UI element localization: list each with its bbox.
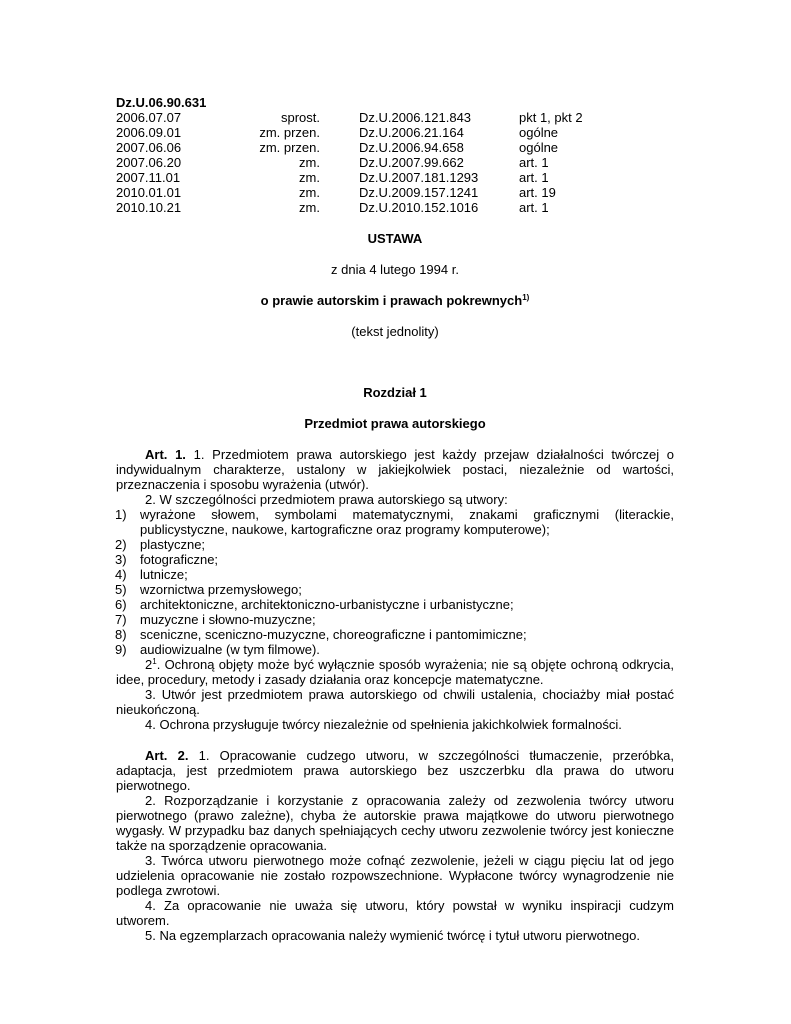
- art1-list: [116, 507, 674, 657]
- amendment-row: [116, 200, 619, 215]
- list-item-number: 1): [115, 507, 127, 522]
- chapter-title: Przedmiot prawa autorskiego: [304, 416, 486, 431]
- list-item-text: lutnicze;: [140, 567, 188, 582]
- amendment-date: 2007.06.20: [116, 155, 182, 170]
- list-item: [116, 552, 674, 567]
- list-item: [116, 642, 674, 657]
- art1-paragraph-2-1: [116, 657, 674, 687]
- amendment-scope: ogólne: [519, 140, 559, 155]
- amendment-ref: Dz.U.2010.152.1016: [359, 200, 479, 215]
- art2-p1-text: 1. Opracowanie cudzego utworu, w szczególności tłumaczenie, przeróbka, adaptacja, jest przedmiotem prawa autorskiego bez uszczerbku dla prawa do utworu pierwotnego.: [116, 748, 674, 793]
- act-subject-text: o prawie autorskim i prawach pokrewnych: [260, 293, 523, 308]
- list-item-text: architektoniczne, architektoniczno-urbanistyczne i urbanistyczne;: [140, 597, 514, 612]
- art1-p1-text: 1. Przedmiotem prawa autorskiego jest każdy przejaw działalności twórczej o indywidualnym charakterze, ustalony w jakiejkolwiek postaci, niezależnie od wartości, przeznaczenia i sposobu wyrażenia (utwór).: [116, 447, 675, 492]
- amendment-date: 2010.10.21: [116, 200, 182, 215]
- list-item-text: wyrażone słowem, symbolami matematycznymi, znakami graficznymi (literackie, publicystyczne, naukowe, kartograficzne oraz programy komputerowe);: [140, 507, 674, 537]
- art2-paragraph-2: 2. Rozporządzanie i korzystanie z opracowania zależy od zezwolenia twórcy utworu pierwotnego (prawo zależne), chyba że autorskie prawa majątkowe do utworu pierwotnego wygasły. W przypadku baz danych spełniających cechy utworu zezwolenie twórcy jest konieczne także na sporządzenie opracowania.: [116, 793, 674, 853]
- amendment-ref: Dz.U.2007.181.1293: [359, 170, 479, 185]
- act-type-heading: USTAWA: [367, 231, 423, 246]
- amendment-ref: Dz.U.2009.157.1241: [359, 185, 479, 200]
- art1-p2-1-sup: 1: [152, 657, 157, 666]
- list-item-text: wzornictwa przemysłowego;: [140, 582, 302, 597]
- amendments-table: [116, 110, 619, 215]
- list-item-number: 8): [115, 627, 127, 642]
- list-item-number: 3): [115, 552, 127, 567]
- list-item-number: 2): [115, 537, 127, 552]
- art2-label: Art. 2.: [145, 748, 189, 763]
- art1-paragraph-1: [116, 447, 674, 492]
- amendment-row: [116, 110, 619, 125]
- list-item-text: plastyczne;: [140, 537, 206, 552]
- art2-paragraph-1: [116, 748, 674, 793]
- amendment-scope: pkt 1, pkt 2: [519, 110, 583, 125]
- amendment-scope: art. 1: [519, 170, 549, 185]
- amendment-ref: Dz.U.2006.94.658: [359, 140, 464, 155]
- document-page: [116, 95, 674, 943]
- list-item: [116, 627, 674, 642]
- amendment-type: zm.: [299, 200, 320, 215]
- amendment-type: sprost.: [280, 110, 320, 125]
- list-item-number: 5): [115, 582, 127, 597]
- list-item: [116, 507, 674, 537]
- list-item: [116, 537, 674, 552]
- list-item-text: sceniczne, sceniczno-muzyczne, choreograficzne i pantomimiczne;: [140, 627, 527, 642]
- amendment-type: zm. przen.: [259, 140, 320, 155]
- amendment-scope: art. 1: [519, 155, 549, 170]
- art1-p2-1-num: 2: [145, 657, 153, 672]
- amendment-scope: ogólne: [519, 125, 559, 140]
- act-date: z dnia 4 lutego 1994 r.: [331, 262, 459, 277]
- list-item-number: 9): [115, 642, 127, 657]
- amendment-ref: Dz.U.2006.21.164: [359, 125, 464, 140]
- list-item-text: audiowizualne (w tym filmowe).: [140, 642, 320, 657]
- list-item-number: 6): [115, 597, 127, 612]
- amendment-scope: art. 19: [519, 185, 556, 200]
- list-item: [116, 567, 674, 582]
- document-id: Dz.U.06.90.631: [116, 95, 207, 110]
- chapter-label: Rozdział 1: [363, 385, 427, 400]
- amendment-type: zm.: [299, 155, 320, 170]
- list-item: [116, 582, 674, 597]
- list-item-number: 7): [115, 612, 127, 627]
- art1-label: Art. 1.: [145, 447, 186, 462]
- amendment-date: 2007.06.06: [116, 140, 182, 155]
- list-item: [116, 612, 674, 627]
- amendment-scope: art. 1: [519, 200, 549, 215]
- amendment-row: [116, 140, 619, 155]
- list-item-text: fotograficzne;: [140, 552, 219, 567]
- amendment-row: [116, 170, 619, 185]
- amendment-row: [116, 185, 619, 200]
- amendment-row: [116, 125, 619, 140]
- art2-paragraph-3: 3. Twórca utworu pierwotnego może cofnąć zezwolenie, jeżeli w ciągu pięciu lat od jego udzielenia opracowanie nie zostało rozpowszechnione. Wypłacone twórcy wynagrodzenie nie podlega zwrotowi.: [116, 853, 674, 898]
- amendment-date: 2007.11.01: [116, 170, 181, 185]
- amendment-date: 2010.01.01: [116, 185, 182, 200]
- list-item-text: muzyczne i słowno-muzyczne;: [140, 612, 316, 627]
- art1-paragraph-2: 2. W szczególności przedmiotem prawa autorskiego są utwory:: [145, 492, 508, 507]
- amendment-ref: Dz.U.2006.121.843: [359, 110, 472, 125]
- art1-paragraph-4: 4. Ochrona przysługuje twórcy niezależnie od spełnienia jakichkolwiek formalności.: [145, 717, 622, 732]
- footnote-marker: 1): [522, 293, 530, 302]
- act-subject: [116, 293, 674, 308]
- amendment-type: zm.: [299, 185, 320, 200]
- amendment-type: zm.: [299, 170, 320, 185]
- art2-paragraph-5: 5. Na egzemplarzach opracowania należy wymienić twórcę i tytuł utworu pierwotnego.: [145, 928, 640, 943]
- art1-p2-1-text: . Ochroną objęty może być wyłącznie sposób wyrażenia; nie są objęte ochroną odkrycia, idee, procedury, metody i zasady działania oraz koncepcje matematyczne.: [116, 657, 674, 687]
- amendment-row: [116, 155, 619, 170]
- art1-paragraph-3: 3. Utwór jest przedmiotem prawa autorskiego od chwili ustalenia, chociażby miał postać nieukończoną.: [116, 687, 674, 717]
- amendment-date: 2006.09.01: [116, 125, 182, 140]
- art2-paragraph-4: 4. Za opracowanie nie uważa się utworu, który powstał w wyniku inspiracji cudzym utworem.: [116, 898, 674, 928]
- list-item: [116, 597, 674, 612]
- list-item-number: 4): [115, 567, 127, 582]
- text-note: (tekst jednolity): [351, 324, 439, 339]
- amendment-type: zm. przen.: [259, 125, 320, 140]
- amendment-ref: Dz.U.2007.99.662: [359, 155, 464, 170]
- amendment-date: 2006.07.07: [116, 110, 182, 125]
